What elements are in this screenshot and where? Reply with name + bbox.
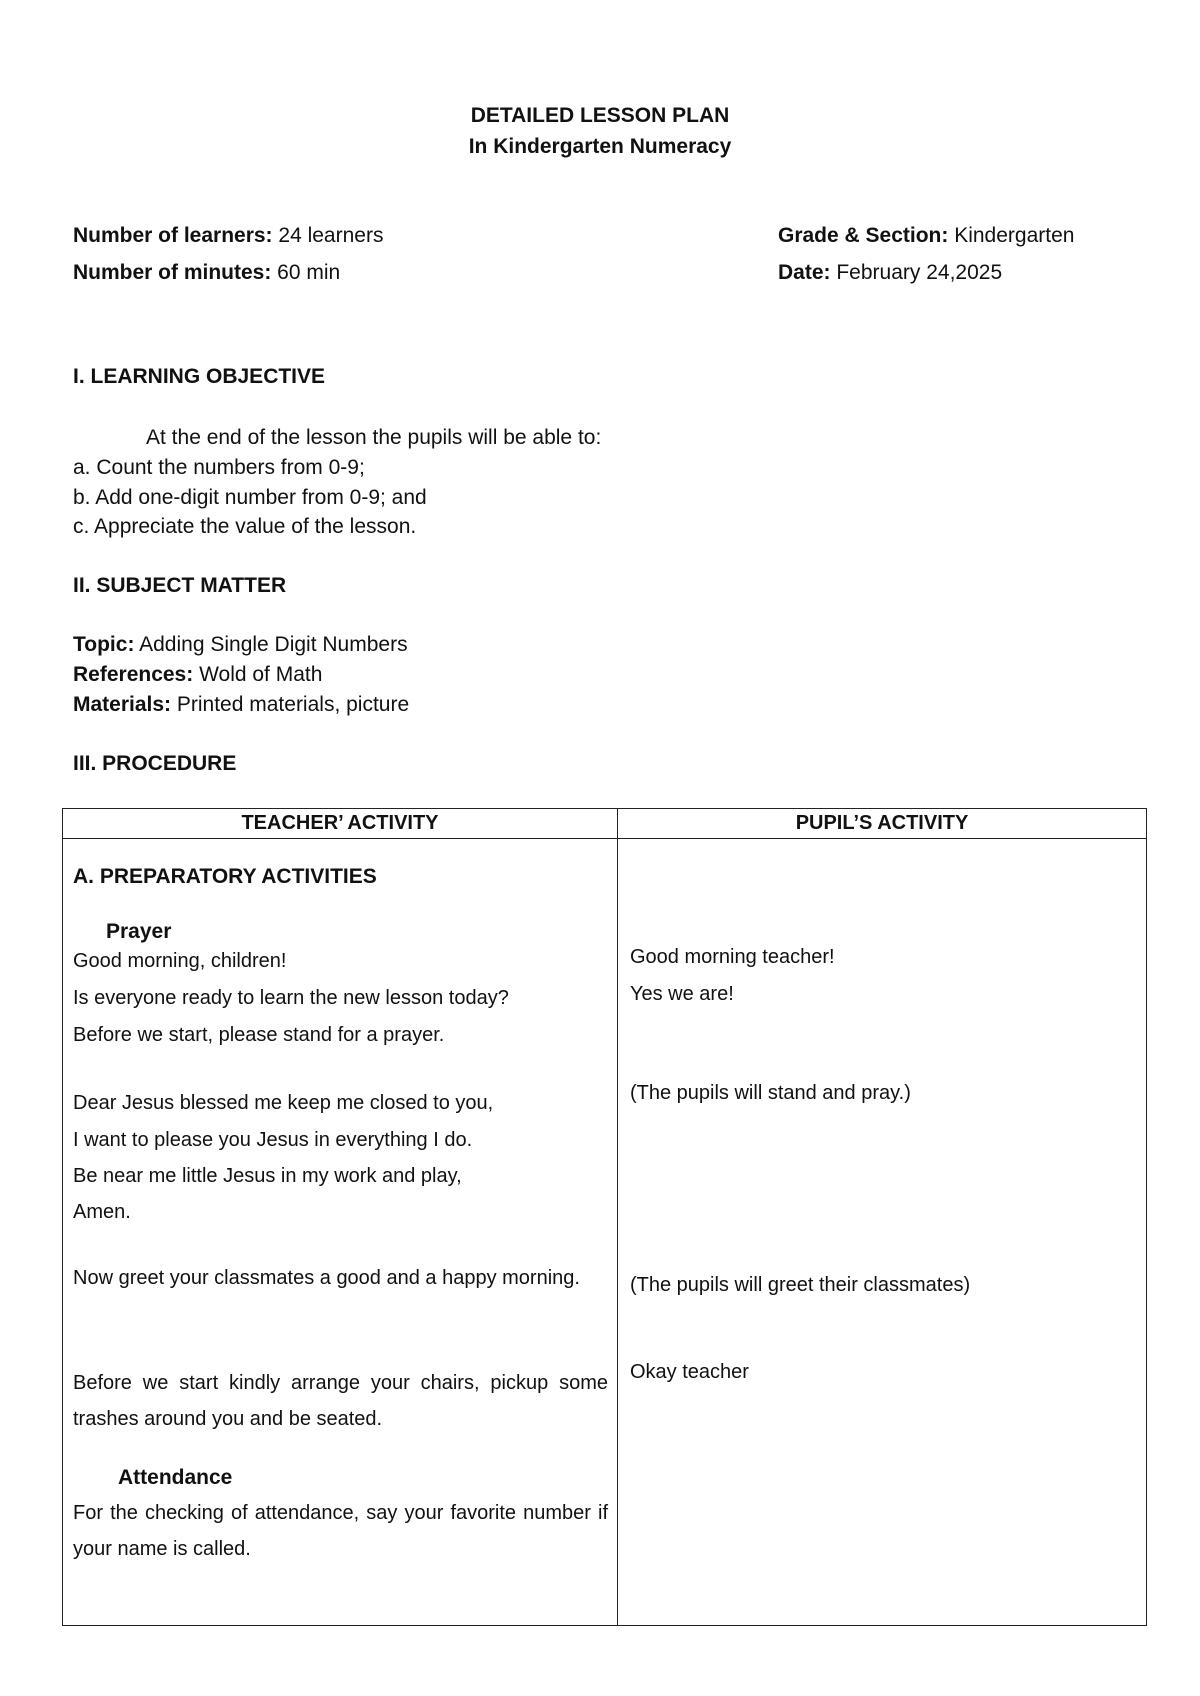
objective-heading: I. LEARNING OBJECTIVE [73,365,326,388]
pupil-activity-cell [618,839,1147,1626]
pupil-ready-answer: Yes we are! [630,983,734,1005]
date-label: Date: [778,261,831,284]
prayer-heading: Prayer [106,920,172,943]
materials-value: Printed materials, picture [171,693,410,716]
learners-label: Number of learners: [73,224,273,247]
prayer-line: Amen. [73,1201,131,1223]
minutes-info [73,261,340,285]
teacher-activity-header: TEACHER’ ACTIVITY [63,809,618,839]
subject-heading: II. SUBJECT MATTER [73,574,287,597]
topic-line [73,633,408,657]
topic-value: Adding Single Digit Numbers [134,633,408,656]
objective-item: a. Count the numbers from 0-9; [73,456,365,479]
teacher-activity-cell [63,839,618,1626]
procedure-table [62,808,1147,1626]
materials-line [73,693,409,717]
references-label: References: [73,663,194,686]
pupil-okay: Okay teacher [630,1361,749,1383]
grade-label: Grade & Section: [778,224,949,247]
objective-item: c. Appreciate the value of the lesson. [73,515,417,538]
document-subtitle: In Kindergarten Numeracy [468,135,732,158]
procedure-heading: III. PROCEDURE [73,752,237,775]
prayer-line: Dear Jesus blessed me keep me closed to you, [73,1092,494,1114]
preparatory-heading: A. PREPARATORY ACTIVITIES [73,865,377,888]
grade-value: Kindergarten [948,224,1075,247]
prayer-line: Be near me little Jesus in my work and play, [73,1165,462,1187]
arrange-chairs-instruction: Before we start kindly arrange your chairs, pickup some trashes around you and be seated. [73,1372,608,1430]
date-info [778,261,1002,285]
materials-label: Materials: [73,693,172,716]
minutes-label: Number of minutes: [73,261,272,284]
teacher-stand-instruction: Before we start, please stand for a prayer. [73,1024,445,1046]
teacher-greeting: Good morning, children! [73,950,287,972]
attendance-instruction: For the checking of attendance, say your favorite number if your name is called. [73,1502,608,1560]
date-value: February 24,2025 [830,261,1003,284]
grade-info [778,224,1074,248]
minutes-value: 60 min [271,261,341,284]
learners-value: 24 learners [272,224,384,247]
greet-classmates-instruction: Now greet your classmates a good and a happy morning. [73,1267,580,1289]
pupil-activity-header: PUPIL’S ACTIVITY [618,809,1147,839]
attendance-heading: Attendance [118,1466,233,1489]
topic-label: Topic: [73,633,135,656]
pupil-greet: (The pupils will greet their classmates) [630,1274,971,1296]
objective-item: b. Add one-digit number from 0-9; and [73,486,427,509]
pupil-pray: (The pupils will stand and pray.) [630,1082,911,1104]
document-title: DETAILED LESSON PLAN [470,104,730,127]
learners-info [73,224,383,248]
references-value: Wold of Math [193,663,323,686]
prayer-line: I want to please you Jesus in everything I do. [73,1129,473,1151]
pupil-greeting: Good morning teacher! [630,946,835,968]
references-line [73,663,322,687]
objective-intro: At the end of the lesson the pupils will be able to: [146,426,602,449]
teacher-ready-question: Is everyone ready to learn the new lesson today? [73,987,509,1009]
